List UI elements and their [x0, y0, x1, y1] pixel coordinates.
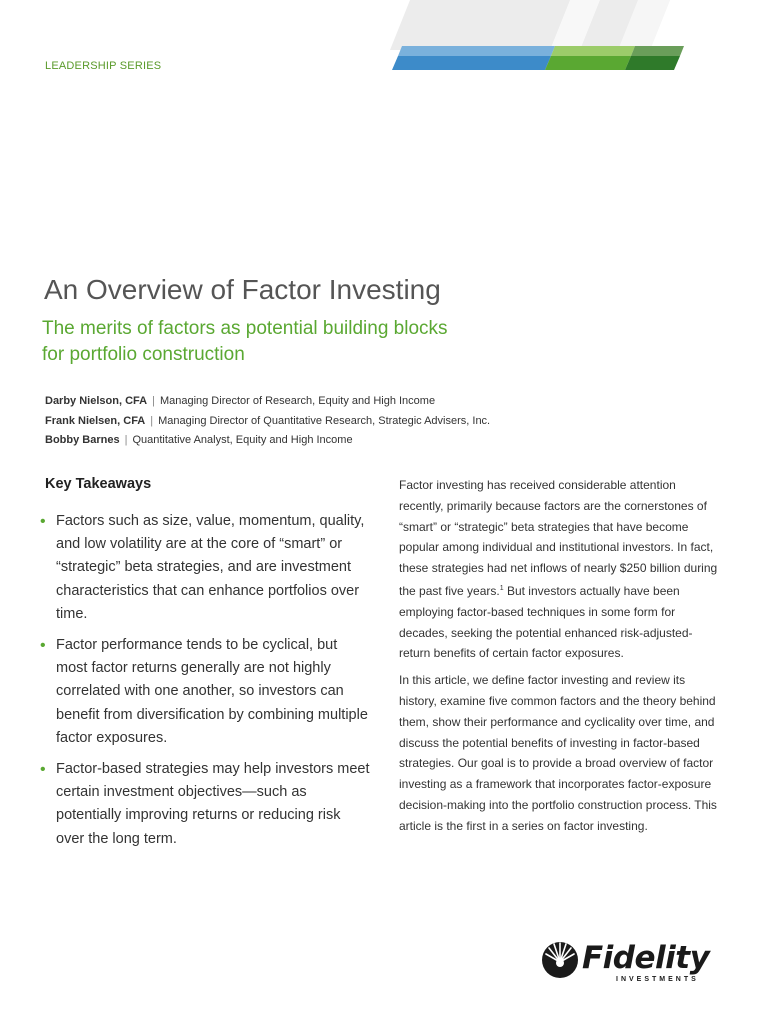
subtitle-line-1: The merits of factors as potential building blocks — [42, 318, 448, 339]
starburst-icon — [540, 940, 580, 980]
body-text-column — [399, 475, 721, 843]
author-role: Managing Director of Research, Equity and High Income — [159, 395, 436, 407]
author-separator: | — [124, 434, 128, 446]
body-paragraph-text: Factor investing has received considerable attention recently, primarily because factors are the cornerstones of “smart” or “strategic” beta strategies that have become popular among individual and institutional investors. In fact, these strategies had net inflows of nearly $250 billion during the past five years. — [399, 478, 718, 598]
logo-wordmark: Fidelity — [582, 940, 710, 976]
body-paragraph-text: But investors actually have been employing factor-based techniques in some form for decades, seeking the potential enhanced risk-adjusted-return benefits of certain factor exposures. — [399, 583, 693, 661]
takeaway-text: Factor-based strategies may help investors meet certain investment objectives—such as potentially improving returns or reducing risk over the long term. — [56, 761, 370, 847]
logo-tagline: INVESTMENTS — [616, 976, 699, 983]
header-banner-graphic — [380, 0, 700, 80]
subtitle — [42, 316, 522, 368]
bullet-icon: • — [40, 637, 46, 655]
key-takeaways-heading: Key Takeaways — [45, 476, 152, 492]
subtitle-line-2: for portfolio construction — [42, 344, 245, 365]
author-list — [45, 392, 490, 451]
author-role: Managing Director of Quantitative Research, Strategic Advisers, Inc. — [158, 414, 491, 427]
takeaway-item — [38, 758, 370, 851]
body-paragraph — [399, 475, 721, 664]
page-title: An Overview of Factor Investing — [44, 274, 441, 305]
body-paragraph: In this article, we define factor investing and review its history, examine five common factors and the theory behind them, show their performance and cyclicality over time, and discuss the potential benefits of investing in factor-based strategies. Our goal is to provide a broad overview of factor investing as a framework that incorporates factor-exposure decision-making into the portfolio construction process. This article is the first in a series on factor investing. — [399, 673, 717, 833]
takeaway-text: Factor performance tends to be cyclical, but most factor returns generally are not highly correlated with one another, so investors can benefit from diversification by combining multiple factor exposures. — [56, 637, 368, 746]
author-row — [45, 392, 490, 412]
author-name: Darby Nielson, CFA — [45, 395, 148, 407]
author-role: Quantitative Analyst, Equity and High Income — [132, 434, 353, 446]
series-label: LEADERSHIP SERIES — [45, 60, 162, 72]
author-row — [45, 412, 490, 432]
key-takeaways-list — [38, 510, 370, 859]
author-separator: | — [150, 414, 154, 427]
bullet-icon: • — [40, 513, 46, 530]
author-row — [45, 431, 490, 451]
author-name: Frank Nielsen, CFA — [45, 414, 146, 427]
bullet-icon: • — [40, 761, 46, 779]
takeaway-item — [38, 510, 370, 626]
fidelity-logo — [540, 938, 730, 986]
author-separator: | — [152, 395, 155, 407]
footnote-marker[interactable]: 1 — [499, 584, 504, 592]
author-name: Bobby Barnes — [45, 434, 120, 446]
takeaway-text: Factors such as size, value, momentum, quality, and low volatility are at the core of “smart” or “strategic” beta strategies, and are investment characteristics that can enhance portfolios over time. — [56, 513, 365, 622]
takeaway-item — [38, 634, 370, 750]
